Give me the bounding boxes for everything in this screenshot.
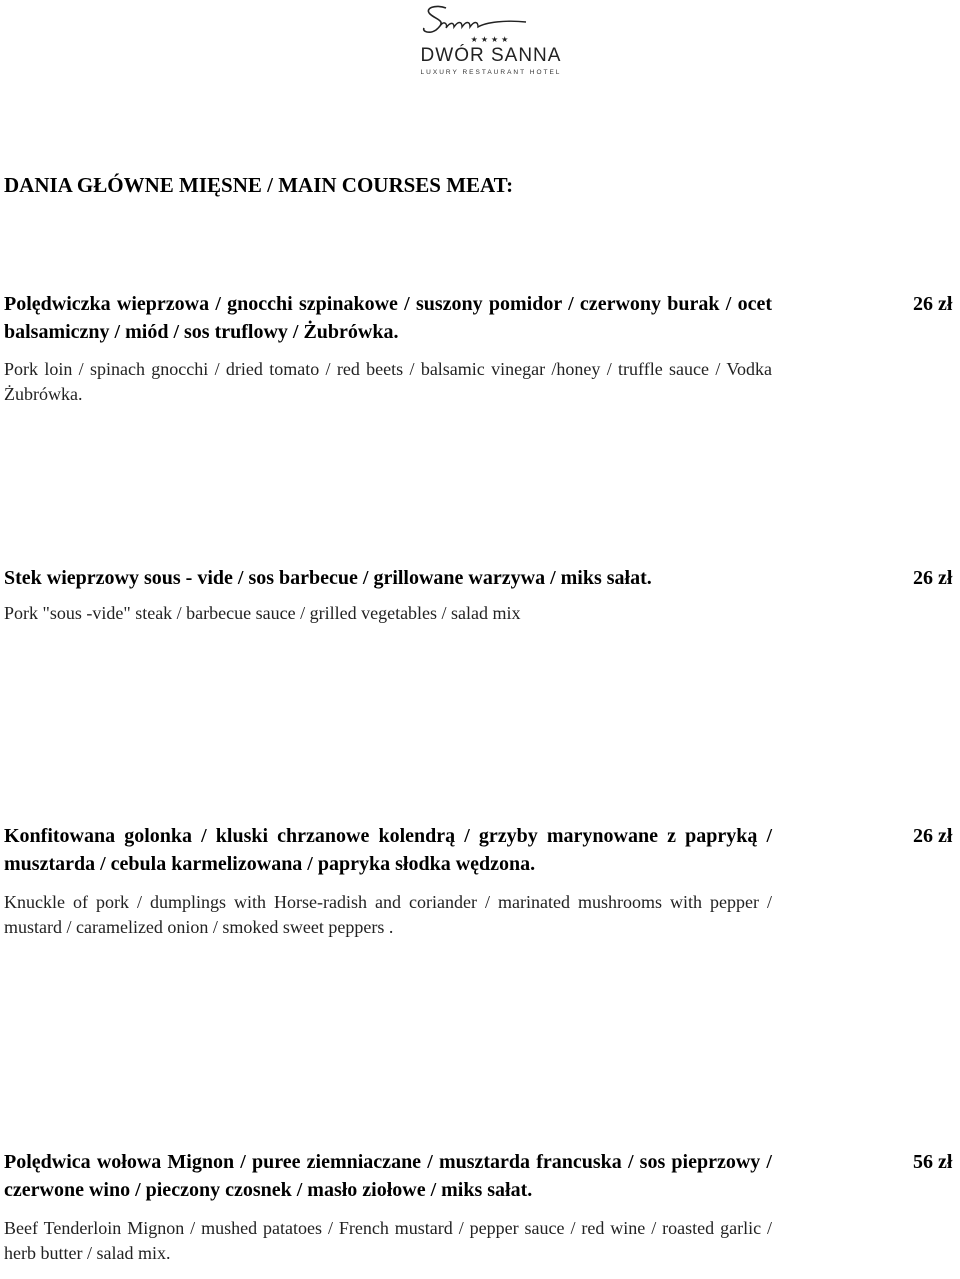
- dish-price: 26 zł: [913, 293, 953, 315]
- dish-name-english: Pork "sous -vide" steak / barbecue sauce / grilled vegetables / salad mix: [4, 603, 521, 623]
- menu-item: [4, 822, 772, 940]
- hotel-name: DWÓR SANNA: [420, 45, 562, 66]
- hotel-subtitle: LUXURY RESTAURANT HOTEL: [420, 69, 562, 76]
- dish-name-polish: Stek wieprzowy sous - vide / sos barbecue / grillowane warzywa / miks sałat.: [4, 567, 652, 589]
- dish-price: 56 zł: [913, 1151, 953, 1173]
- dish-name-polish: Polędwiczka wieprzowa / gnocchi szpinakowe / suszony pomidor / czerwony burak / ocet balsamiczny / miód / sos truflowy / Żubrówka.: [4, 293, 772, 343]
- section-title: DANIA GŁÓWNE MIĘSNE / MAIN COURSES MEAT:: [4, 173, 514, 197]
- dish-name-english: Knuckle of pork / dumplings with Horse-radish and coriander / marinated mushrooms with pepper / mustard / caramelized onion / smoked sweet peppers .: [4, 892, 772, 937]
- dish-price: 26 zł: [913, 567, 953, 589]
- menu-item: [4, 1148, 772, 1266]
- dish-name-english: Beef Tenderloin Mignon / mushed patatoes / French mustard / pepper sauce / red wine / roasted garlic / herb butter / salad mix.: [4, 1218, 772, 1263]
- dish-name-english: Pork loin / spinach gnocchi / dried tomato / red beets / balsamic vinegar /honey / truffle sauce / Vodka Żubrówka.: [4, 359, 772, 404]
- menu-item: [4, 290, 772, 407]
- rating-stars: ★★★★: [470, 35, 512, 44]
- signature-logo-mark: [406, 2, 576, 36]
- dish-name-polish: Polędwica wołowa Mignon / puree ziemniaczane / musztarda francuska / sos pieprzowy / czerwone wino / pieczony czosnek / masło ziołowe / miks sałat.: [4, 1151, 772, 1201]
- menu-item: [4, 564, 772, 626]
- dish-name-polish: Konfitowana golonka / kluski chrzanowe kolendrą / grzyby marynowane z papryką / musztarda / cebula karmelizowana / papryka słodka wędzona.: [4, 825, 772, 875]
- hotel-logo: [406, 2, 576, 80]
- dish-price: 26 zł: [913, 825, 953, 847]
